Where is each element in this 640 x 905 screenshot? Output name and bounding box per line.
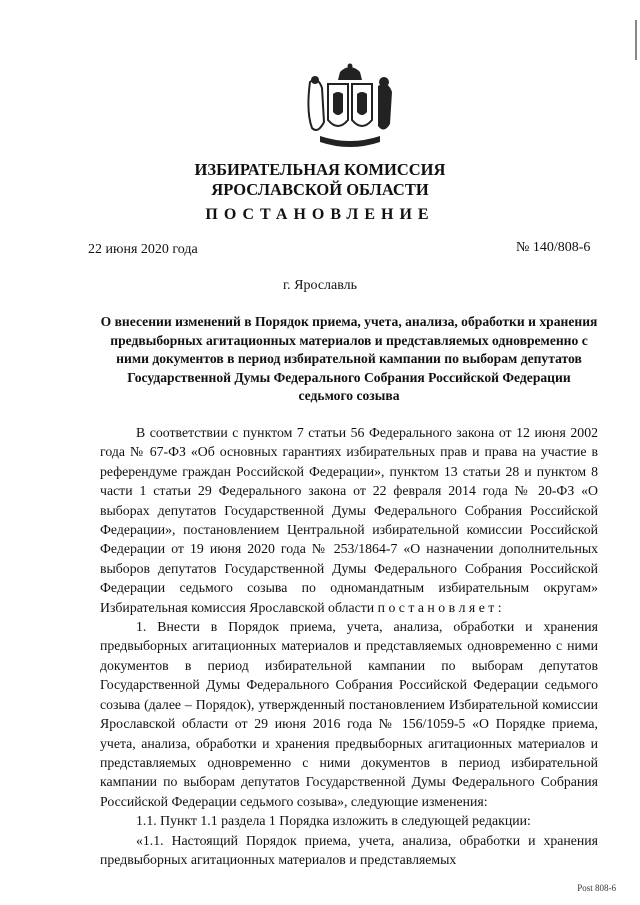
org-name-line1: ИЗБИРАТЕЛЬНАЯ КОМИССИЯ [194,160,446,179]
document-city: г. Ярославль [282,278,358,293]
document-title: О внесении изменений в Порядок приема, учета, анализа, обработки и хранения предвыборных агитационных материалов и представляемых одновременно с ними документов в период избирательной кампании по выборам депутатов Государственной Думы Федерального Собрания Российской Федерации седьмого созыва [100,314,598,403]
document-number: № 140/808-6 [516,240,591,255]
coat-of-arms-emblem [300,62,400,154]
paragraph-1: В соответствии с пунктом 7 статьи 56 Федерального закона от 12 июня 2002 года № 67-ФЗ «Об основных гарантиях избирательных прав и права на участие в референдуме граждан Российской Федерации», пунктом 13 статьи 28 и пунктом 8 части 1 статьи 29 Федерального закона от 22 февраля 2014 года № 20-ФЗ «О выборах депутатов Государственной Думы Федерального Собрания Российской Федерации», постановлением Центральной избирательной комиссии Российской Федерации от 19 июня 2020 года № 253/1864-7 «О назначении дополнительных выборов депутатов Государственной Думы Федерального Собрания Российской Федерации седьмого созыва по одномандатным избирательным округам» Избирательная комиссия Ярославской области п о с т а н о в л я е т : [100,425,598,615]
document-type: ПОСТАНОВЛЕНИЕ [205,206,435,223]
paragraph-2: 1. Внести в Порядок приема, учета, анализа, обработки и хранения предвыборных агитационных материалов и представляемых одновременно с ними документов в период избирательной кампании по выборам депутатов Государственной Думы Федерального Собрания Российской Федерации седьмого созыва (далее – Порядок), утвержденный постановлением Избирательной комиссии Ярославской области от 29 июня 2016 года № 156/1059-5 «О Порядке приема, учета, анализа, обработки и хранения предвыборных агитационных материалов и представляемых одновременно с ними документов в период избирательной кампании по выборам депутатов Государственной Думы Федерального Собрания Российской Федерации седьмого созыва», следующие изменения: [100,619,598,809]
paragraph-3: 1.1. Пункт 1.1 раздела 1 Порядка изложить в следующей редакции: [136,813,531,829]
scan-edge-mark [635,20,637,60]
org-name-line2: ЯРОСЛАВСКОЙ ОБЛАСТИ [211,180,429,199]
paragraph-4: «1.1. Настоящий Порядок приема, учета, анализа, обработки и хранения предвыборных агитационных материалов и представляемых [100,832,598,867]
footer-code: Post 808-6 [577,883,616,893]
document-body [100,423,598,869]
document-date: 22 июня 2020 года [88,242,198,257]
